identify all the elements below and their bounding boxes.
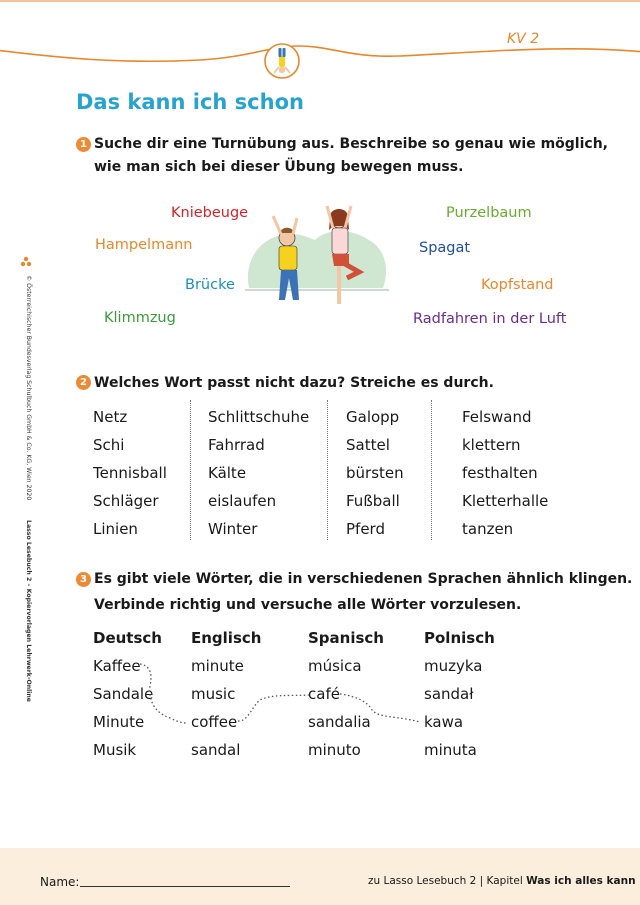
word-cell[interactable]: Fahrrad	[208, 436, 265, 454]
vocabulary-word[interactable]: muzyka	[424, 657, 483, 675]
language-header: Polnisch	[424, 629, 495, 647]
vocabulary-word[interactable]: music	[191, 685, 236, 703]
word-cell[interactable]: Netz	[93, 408, 128, 426]
word-cell[interactable]: Schläger	[93, 492, 159, 510]
word-cell[interactable]: Kletterhalle	[462, 492, 549, 510]
vocabulary-word[interactable]: Minute	[93, 713, 145, 731]
page-title: Das kann ich schon	[76, 90, 304, 114]
vocabulary-word[interactable]: coffee	[191, 713, 238, 731]
task2-instruction: Welches Wort passt nicht dazu? Streiche es durch.	[94, 375, 494, 391]
vocabulary-word[interactable]: minute	[191, 657, 244, 675]
exercise-word: Purzelbaum	[446, 205, 532, 221]
word-cell[interactable]: Galopp	[346, 408, 400, 426]
vocabulary-word[interactable]: Sandale	[93, 685, 154, 703]
exercise-word: Kniebeuge	[171, 205, 249, 221]
vocabulary-word[interactable]: música	[308, 657, 362, 675]
word-cell[interactable]: Felswand	[462, 408, 532, 426]
word-cell[interactable]: Winter	[208, 520, 258, 538]
word-cell[interactable]: Fußball	[346, 492, 400, 510]
vocabulary-word[interactable]: café	[308, 685, 340, 703]
word-cell[interactable]: Kälte	[208, 464, 247, 482]
word-cell[interactable]: Sattel	[346, 436, 390, 454]
exercise-word: Brücke	[185, 277, 235, 293]
footer-chapter-title: Was ich alles kann	[526, 875, 636, 887]
word-cell[interactable]: festhalten	[462, 464, 538, 482]
task1-instruction-line2: wie man sich bei dieser Übung bewegen muss.	[94, 159, 464, 175]
book-reference-text: Lasso Lesebuch 2 – Kopiervorlagen Lehrwerk-Online	[25, 520, 32, 702]
vocabulary-word[interactable]: minuta	[424, 741, 477, 759]
word-cell[interactable]: bürsten	[346, 464, 404, 482]
vocabulary-word[interactable]: Musik	[93, 741, 137, 759]
footer-reference	[368, 875, 636, 887]
exercise-word: Hampelmann	[95, 237, 193, 253]
exercise-word: Radfahren in der Luft	[413, 311, 567, 327]
vocabulary-word[interactable]: sandalia	[308, 713, 371, 731]
exercise-word: Klimmzug	[104, 310, 176, 326]
language-header: Englisch	[191, 629, 262, 647]
vocabulary-word[interactable]: sandał	[424, 685, 474, 703]
language-header: Spanisch	[308, 629, 384, 647]
task3-instruction-line2: Verbinde richtig und versuche alle Wörter vorzulesen.	[94, 597, 522, 613]
word-cell[interactable]: Schlittschuhe	[208, 408, 310, 426]
word-cell[interactable]: tanzen	[462, 520, 514, 538]
vocabulary-word[interactable]: minuto	[308, 741, 361, 759]
word-cell[interactable]: Linien	[93, 520, 138, 538]
copyright-text: © Österreichischer Bundesverlag Schulbuch GmbH & Co. KG, Wien 2020	[25, 275, 32, 501]
task-number-1: 1	[76, 137, 91, 152]
exercise-word: Spagat	[419, 240, 471, 256]
task-number-2: 2	[76, 375, 91, 390]
vocabulary-word[interactable]: Kaffee	[93, 657, 141, 675]
word-cell[interactable]: Schi	[93, 436, 125, 454]
name-field[interactable]	[80, 886, 290, 887]
word-cell[interactable]: Tennisball	[93, 464, 167, 482]
task1-instruction-line1: Suche dir eine Turnübung aus. Beschreibe so genau wie möglich,	[94, 136, 608, 152]
task3-instruction-line1: Es gibt viele Wörter, die in verschiedenen Sprachen ähnlich klingen.	[94, 571, 633, 587]
word-cell[interactable]: eislaufen	[208, 492, 277, 510]
vocabulary-word[interactable]: sandal	[191, 741, 241, 759]
footer-reference-prefix: zu Lasso Lesebuch 2 | Kapitel	[368, 875, 523, 887]
name-label: Name:	[40, 875, 80, 889]
kv-label: KV 2	[507, 31, 540, 47]
exercise-word: Kopfstand	[481, 277, 554, 293]
task-number-3: 3	[76, 572, 91, 587]
vocabulary-word[interactable]: kawa	[424, 713, 464, 731]
word-cell[interactable]: Pferd	[346, 520, 385, 538]
language-header: Deutsch	[93, 629, 162, 647]
word-cell[interactable]: klettern	[462, 436, 521, 454]
